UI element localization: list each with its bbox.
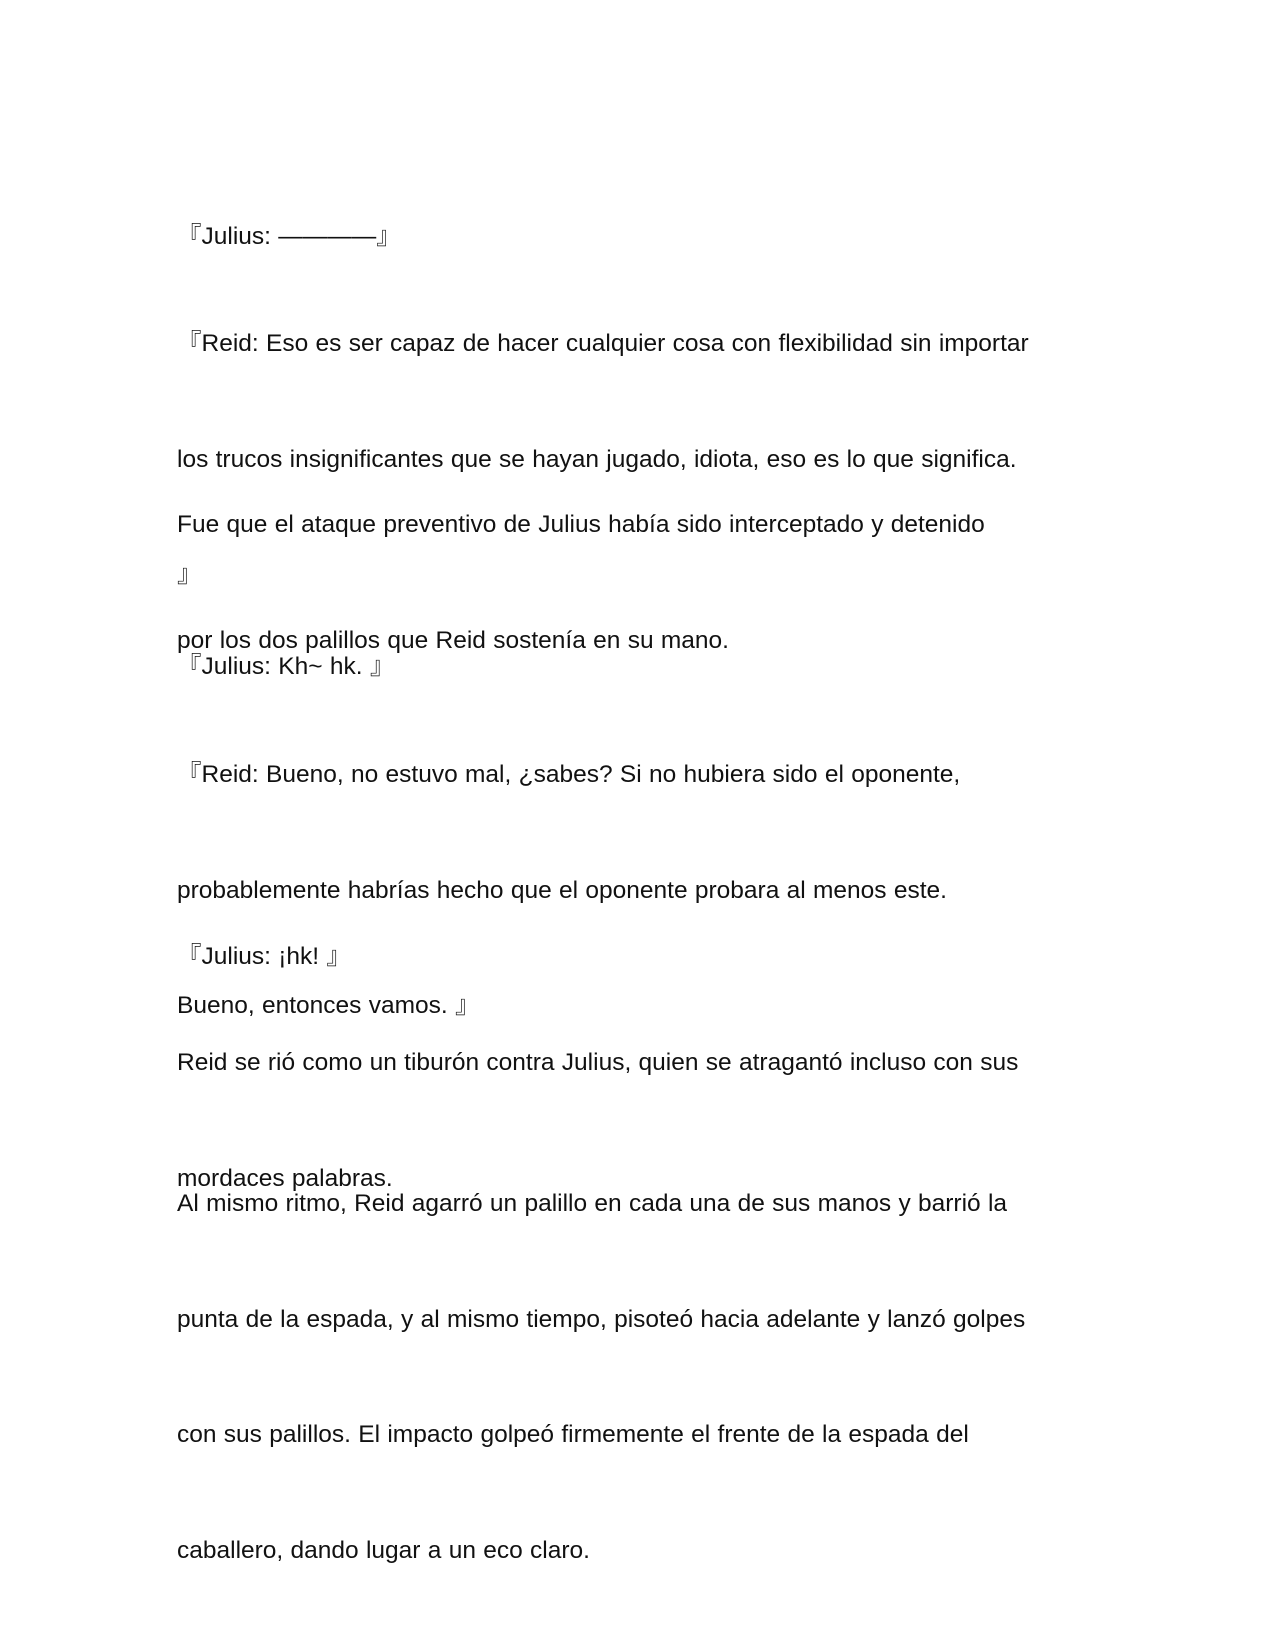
- text-line: 』: [177, 561, 202, 588]
- text-line: 『Julius: ¡hk! 』: [177, 943, 351, 970]
- text-line: 『Reid: Bueno, no estuvo mal, ¿sabes? Si no hubiera sido el oponente,: [177, 761, 961, 788]
- text-line: mordaces palabras.: [177, 1164, 393, 1192]
- text-line: 『Julius: Kh~ hk. 』: [177, 653, 395, 680]
- text-line: punta de la espada, y al mismo tiempo, pisoteó hacia adelante y lanzó golpes: [177, 1305, 1026, 1333]
- text-line: 『Reid: Eso es ser capaz de hacer cualquier cosa con flexibilidad sin importar: [177, 330, 1029, 357]
- text-line: probablemente habrías hecho que el oponente probara al menos este.: [177, 876, 947, 904]
- text-line: los trucos insignificantes que se hayan jugado, idiota, eso es lo que significa.: [177, 445, 1017, 473]
- text-line: Reid se rió como un tiburón contra Julius, quien se atragantó incluso con sus: [177, 1049, 1019, 1076]
- text-line: caballero, dando lugar a un eco claro.: [177, 1536, 590, 1564]
- text-line: por los dos palillos que Reid sostenía en su mano.: [177, 626, 729, 654]
- text-line: Bueno, entonces vamos. 』: [177, 992, 480, 1019]
- text-line: Fue que el ataque preventivo de Julius había sido interceptado y detenido: [177, 511, 985, 538]
- text-line: Al mismo ritmo, Reid agarró un palillo en cada una de sus manos y barrió la: [177, 1190, 1008, 1217]
- text-line: 『Julius: ————』: [177, 223, 401, 250]
- text-line: con sus palillos. El impacto golpeó firmemente el frente de la espada del: [177, 1421, 969, 1448]
- narration-paragraph-3: [177, 1108, 1097, 1647]
